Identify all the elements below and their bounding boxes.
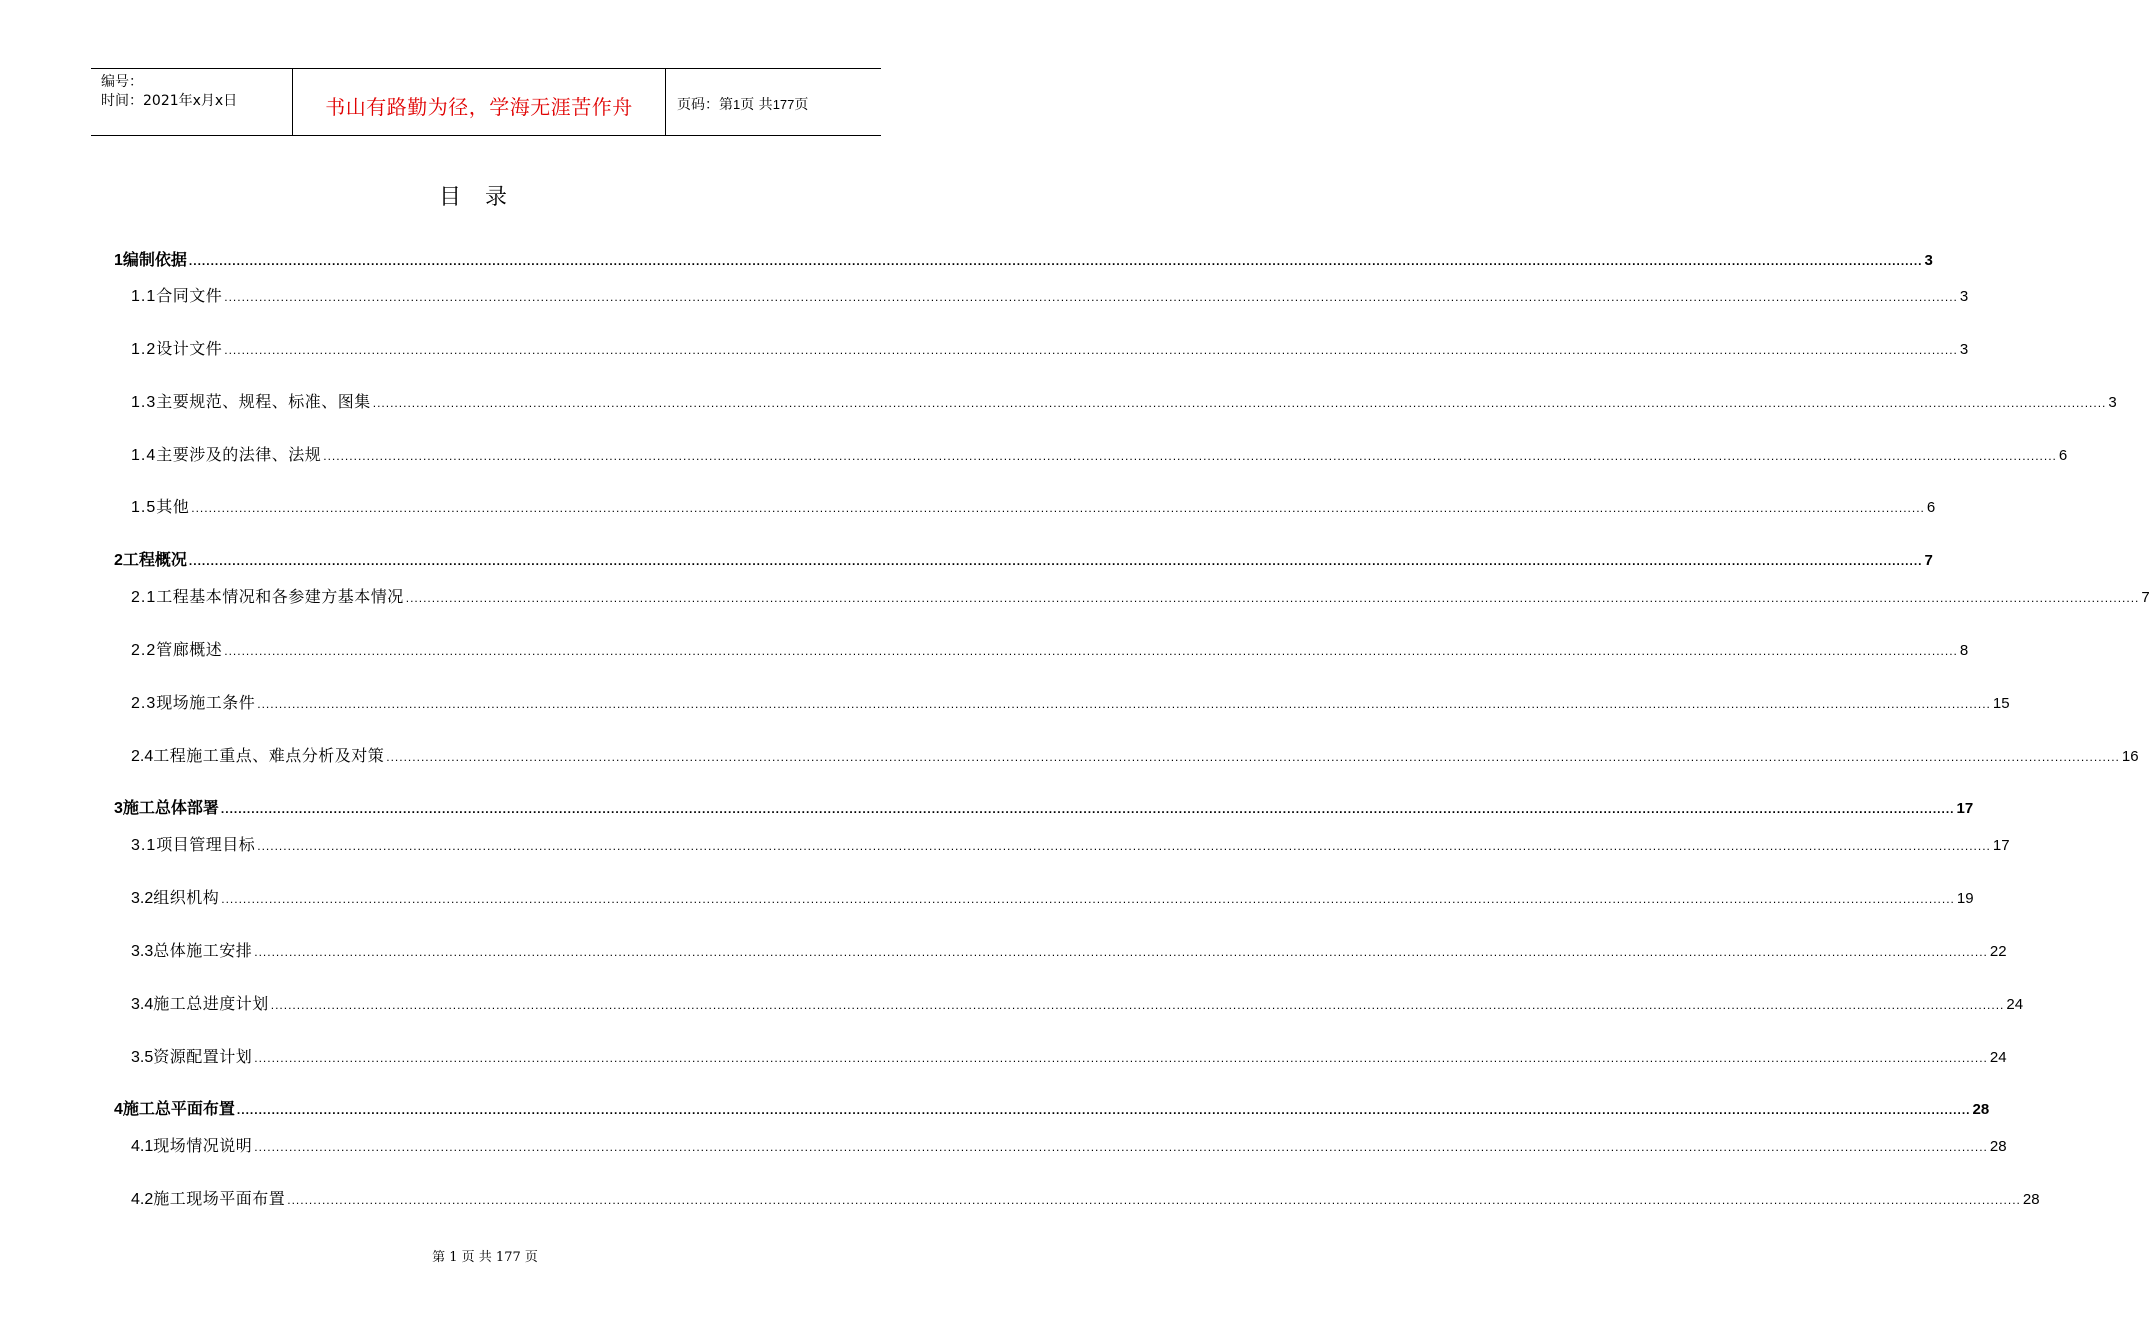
header-page-total: 177 [772, 97, 795, 112]
toc-leader-dots: ................................................................................................................................................................................................................................................................................................................................................................................................................ [191, 501, 1925, 515]
toc-section-entry[interactable] [131, 497, 1936, 518]
toc-entry-page: 24 [2006, 996, 2024, 1013]
toc-entry-page: 7 [1924, 552, 1933, 569]
header-page-mid: 页 共 [740, 97, 773, 113]
toc-leader-dots: ................................................................................................................................................................................................................................................................................................................................................................................................................ [224, 644, 1958, 658]
page-header [91, 68, 881, 136]
toc-leader-dots: ................................................................................................................................................................................................................................................................................................................................................................................................................ [254, 1140, 1988, 1154]
header-page-info [677, 94, 808, 114]
toc-entry-number: 2.4 [131, 748, 154, 765]
toc-entry-number: 1.4 [131, 447, 157, 464]
page-footer: 第 1 页 共 177 页 [432, 1250, 538, 1265]
toc-leader-dots: ................................................................................................................................................................................................................................................................................................................................................................................................................ [372, 396, 2107, 410]
toc-entry-page: 22 [1989, 943, 2007, 960]
toc-entry-number: 4.2 [131, 1191, 154, 1208]
toc-entry-page: 19 [1956, 890, 1974, 907]
toc-entry-number: 2.1 [131, 589, 157, 606]
toc-chapter-entry[interactable] [114, 798, 1974, 819]
toc-leader-dots: ................................................................................................................................................................................................................................................................................................................................................................................................................ [224, 290, 1958, 304]
toc-entry-label: 施工总进度计划 [153, 994, 269, 1013]
toc-entry-page: 3 [1924, 252, 1933, 269]
toc-entry-label: 工程施工重点、难点分析及对策 [153, 746, 385, 765]
toc-entry-number: 4 [114, 1101, 123, 1118]
toc-leader-dots: ................................................................................................................................................................................................................................................................................................................................................................................................................ [257, 697, 1991, 711]
toc-entry-page: 3 [1959, 341, 1969, 358]
toc-entry-number: 2.3 [131, 695, 157, 712]
toc-entry-label: 施工总平面布置 [122, 1099, 235, 1118]
toc-chapter-entry[interactable] [114, 550, 1933, 571]
toc-section-entry[interactable] [131, 587, 2150, 608]
toc-entry-page: 6 [1926, 499, 1936, 516]
toc-leader-dots: ................................................................................................................................................................................................................................................................................................................................................................................................................ [224, 343, 1958, 357]
header-time-label: 时间：2021年x月x日 [101, 93, 238, 109]
toc-entry-number: 1.1 [131, 288, 157, 305]
toc-entry-number: 1 [114, 252, 123, 269]
toc-entry-label: 主要涉及的法律、法规 [156, 445, 322, 464]
toc-leader-dots: ................................................................................................................................................................................................................................................................................................................................................................................................................ [254, 945, 1988, 959]
header-meta [101, 73, 237, 111]
toc-section-entry[interactable] [131, 1047, 2007, 1068]
toc-entry-label: 组织机构 [153, 888, 220, 907]
toc-leader-dots: ................................................................................................................................................................................................................................................................................................................................................................................................................ [323, 449, 2057, 463]
toc-entry-label: 项目管理目标 [156, 835, 256, 854]
toc-entry-label: 总体施工安排 [153, 941, 253, 960]
toc-section-entry[interactable] [131, 693, 2010, 714]
toc-leader-dots: ................................................................................................................................................................................................................................................................................................................................................................................................................ [257, 839, 1991, 853]
toc-entry-page: 3 [1959, 288, 1969, 305]
toc-section-entry[interactable] [131, 994, 2024, 1015]
toc-entry-label: 其他 [156, 497, 190, 516]
toc-entry-number: 1.5 [131, 499, 157, 516]
toc-entry-page: 28 [1972, 1101, 1990, 1118]
toc-entry-page: 7 [2141, 589, 2150, 606]
toc-entry-label: 工程概况 [122, 550, 187, 569]
toc-entry-number: 3.5 [131, 1049, 154, 1066]
toc-entry-page: 6 [2058, 447, 2068, 464]
toc-entry-page: 16 [2121, 748, 2139, 765]
toc-entry-label: 编制依据 [122, 250, 187, 269]
toc-leader-dots: ................................................................................................................................................................................................................................................................................................................................................................................................................ [386, 750, 2120, 764]
header-motto: 书山有路勤为径，学海无涯苦作舟 [325, 95, 633, 119]
toc-entry-page: 28 [2022, 1191, 2040, 1208]
toc-entry-number: 3.1 [131, 837, 157, 854]
toc-entry-label: 施工现场平面布置 [153, 1189, 286, 1208]
toc-section-entry[interactable] [131, 339, 1969, 360]
toc-entry-page: 24 [1989, 1049, 2007, 1066]
toc-entry-page: 17 [1992, 837, 2010, 854]
toc-leader-dots: ................................................................................................................................................................................................................................................................................................................................................................................................................ [287, 1193, 2021, 1207]
toc-section-entry[interactable] [131, 286, 1969, 307]
toc-entry-number: 3 [114, 800, 123, 817]
toc-leader-dots: ................................................................................................................................................................................................................................................................................................................................................................................................................ [220, 802, 1955, 816]
toc-section-entry[interactable] [131, 392, 2117, 413]
header-page-prefix: 页码：第 [677, 97, 733, 113]
toc-entry-number: 3.2 [131, 890, 154, 907]
toc-section-entry[interactable] [131, 941, 2007, 962]
toc-entry-label: 管廊概述 [156, 640, 223, 659]
toc-leader-dots: ................................................................................................................................................................................................................................................................................................................................................................................................................ [236, 1103, 1971, 1117]
header-id-label: 编号： [101, 74, 143, 90]
toc-leader-dots: ................................................................................................................................................................................................................................................................................................................................................................................................................ [254, 1051, 1988, 1065]
toc-entry-number: 1.2 [131, 341, 157, 358]
toc-section-entry[interactable] [131, 445, 2068, 466]
toc-entry-label: 主要规范、规程、标准、图集 [156, 392, 371, 411]
toc-entry-number: 3.4 [131, 996, 154, 1013]
toc-entry-page: 15 [1992, 695, 2010, 712]
toc-entry-page: 28 [1989, 1138, 2007, 1155]
toc-entry-page: 3 [2108, 394, 2117, 411]
toc-leader-dots: ................................................................................................................................................................................................................................................................................................................................................................................................................ [188, 254, 1923, 268]
toc-section-entry[interactable] [131, 1189, 2040, 1210]
toc-entry-label: 资源配置计划 [153, 1047, 253, 1066]
toc-entry-number: 2.2 [131, 642, 157, 659]
toc-entry-label: 工程基本情况和各参建方基本情况 [156, 587, 404, 606]
toc-section-entry[interactable] [131, 835, 2010, 856]
header-page-suffix: 页 [794, 97, 809, 113]
header-divider [665, 69, 666, 135]
toc-chapter-entry[interactable] [114, 1099, 1990, 1120]
toc-section-entry[interactable] [131, 746, 2139, 767]
toc-entry-number: 4.1 [131, 1138, 154, 1155]
toc-section-entry[interactable] [131, 640, 1969, 661]
toc-section-entry[interactable] [131, 1136, 2007, 1157]
toc-entry-page: 8 [1959, 642, 1969, 659]
toc-entry-number: 1.3 [131, 394, 157, 411]
toc-entry-label: 现场施工条件 [156, 693, 256, 712]
toc-entry-page: 17 [1956, 800, 1974, 817]
toc-entry-label: 合同文件 [156, 286, 223, 305]
toc-leader-dots: ................................................................................................................................................................................................................................................................................................................................................................................................................ [188, 554, 1923, 568]
toc-leader-dots: ................................................................................................................................................................................................................................................................................................................................................................................................................ [405, 591, 2140, 605]
toc-entry-label: 施工总体部署 [122, 798, 219, 817]
toc-entry-label: 设计文件 [156, 339, 223, 358]
toc-entry-label: 现场情况说明 [153, 1136, 253, 1155]
toc-title: 目录 [438, 185, 531, 210]
toc-leader-dots: ................................................................................................................................................................................................................................................................................................................................................................................................................ [221, 892, 1955, 906]
toc-chapter-entry[interactable] [114, 250, 1933, 271]
toc-entry-number: 3.3 [131, 943, 154, 960]
toc-entry-number: 2 [114, 552, 123, 569]
toc-section-entry[interactable] [131, 888, 1974, 909]
toc-leader-dots: ................................................................................................................................................................................................................................................................................................................................................................................................................ [270, 998, 2005, 1012]
header-page-number: 1 [733, 97, 741, 112]
